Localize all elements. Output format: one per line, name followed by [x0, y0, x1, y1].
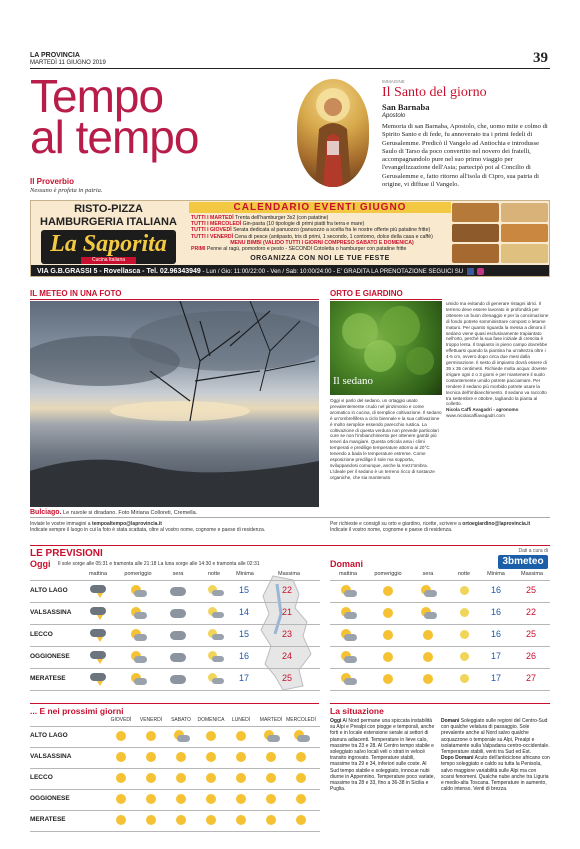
- col-mattina-d: mattina: [338, 571, 358, 577]
- row-divider: [30, 624, 320, 625]
- partly-cloudy-icon: [129, 607, 147, 619]
- col-pomeriggio: pomeriggio: [124, 571, 152, 577]
- col-pomeriggio-d: pomeriggio: [374, 571, 402, 577]
- sun-icon: [112, 793, 130, 805]
- col-minima-d: Minima: [487, 571, 505, 577]
- orto-text-col1: Oggi vi parlo del sedano, un ortaggio usato prevalentemente crudo nel pinzimonio e come aromatico in cucina, di semplice coltivazione. Il sedano è un'ombrellifera a ciclo biennale e la sua coltivazione è molto semplice essendo parecchio rustica. La coltivazione di questa verdura non prevede particolari cure se non l'imbianchimento per ottenere gambi più teneri da mangiare. Questa orticola ama i climi temperati e predilige temperature attorno ai 20°C tenendo a bada le temperature estreme. Come esposizione predilige il sole ma sopporta, sviluppandosi comunque, anche la mezz'ombra. L'ideale per il sedano è un terreno ricco di sostanze organiche, che sia mantenuto: [330, 398, 442, 480]
- sun-icon: [379, 651, 397, 663]
- ad-line1: RISTO-PIZZA: [74, 203, 143, 215]
- city-name: LECCO: [30, 631, 53, 638]
- invite-orto: Per richieste e consigli su orto e giardino, ricette, scrivere a ortoegiardino@laprovincia.it Indicate il vostro nome, cognome e paese di residenza.: [330, 521, 531, 534]
- sun-icon: [142, 730, 160, 742]
- section-title: Tempo al tempo: [30, 70, 199, 163]
- col-minima: Minima: [236, 571, 254, 577]
- photo-email-link[interactable]: tempoaltempo@laprovincia.it: [91, 521, 162, 527]
- temp-min: 15: [238, 629, 249, 639]
- ad-calendar: [189, 202, 451, 264]
- moon-cloud-icon: [206, 651, 224, 663]
- sun-icon: [262, 751, 280, 763]
- sun-icon: [232, 814, 250, 826]
- moon-cloud-icon: [206, 629, 224, 641]
- temp-max: 22: [281, 585, 292, 595]
- city-name: VALSASSINA: [30, 753, 72, 760]
- temp-max: 24: [281, 651, 292, 661]
- row-divider: [330, 690, 550, 691]
- temp-min: 14: [238, 607, 249, 617]
- sun-icon: [202, 793, 220, 805]
- domani-label: Domani: [330, 559, 364, 569]
- moon-icon: [456, 585, 474, 597]
- day-header: MARTEDÌ: [259, 717, 283, 723]
- orto-signature: Nicola Caffi Avagadri - agronomo: [446, 407, 519, 413]
- sun-icon: [232, 793, 250, 805]
- cloud-icon: [169, 673, 187, 685]
- orto-website[interactable]: www.nicolacaffiavagadri.com: [446, 413, 505, 419]
- city-name: LECCO: [30, 774, 53, 781]
- page-number: 39: [533, 50, 548, 66]
- row-divider: [30, 690, 320, 691]
- sun-icon: [112, 751, 130, 763]
- prossimi-rule: [30, 703, 319, 704]
- row-divider: [330, 668, 550, 669]
- sun-icon: [172, 751, 190, 763]
- sun-moon-times: Il sole sorge alle 05:31 e tramonta alle 21:18 La luna sorge alle 14:30 e tramonta alle 02:31: [58, 561, 260, 567]
- sun-icon: [202, 751, 220, 763]
- masthead: [30, 52, 106, 67]
- ad-feste: ORGANIZZA CON NOI LE TUE FESTE: [250, 255, 390, 262]
- data-credit: Dati a cura di: [518, 548, 548, 554]
- ad-footer: VIA G.B.GRASSI 5 - Rovellasca - Tel. 02.96343949 - Lun / Gio: 11:00/22:00 - Ven / Sab: 10:00/24:00 - E' GRADITA LA PRENOTAZIONE SEGUICI SU: [31, 265, 550, 277]
- sun-icon: [112, 772, 130, 784]
- sun-icon: [232, 772, 250, 784]
- temp-max: 22: [525, 607, 536, 617]
- day-header: MERCOLEDÌ: [286, 717, 316, 723]
- storm-icon: [89, 629, 107, 641]
- storm-icon: [89, 673, 107, 685]
- sun-icon: [379, 629, 397, 641]
- row-divider: [30, 789, 320, 790]
- ad-cucina: Cucina Italiana: [81, 257, 136, 264]
- sun-icon: [202, 772, 220, 784]
- sun-icon: [292, 814, 310, 826]
- moon-cloud-icon: [206, 673, 224, 685]
- col-notte-d: notte: [457, 571, 471, 577]
- cloud-icon: [169, 629, 187, 641]
- sun-icon: [379, 673, 397, 685]
- row-divider: [330, 602, 550, 603]
- city-name: MERATESE: [30, 816, 66, 823]
- temp-min: 16: [490, 585, 501, 595]
- photo-caption: Bulciago. Le nuvole si diradano. Foto Miriana Colloreti, Cremella.: [30, 509, 198, 516]
- proverbio-text: Nessuno è profeta in patria.: [30, 187, 103, 194]
- partly-cloudy-icon: [172, 730, 190, 742]
- sun-icon: [202, 814, 220, 826]
- partly-cloudy-icon: [292, 730, 310, 742]
- moon-icon: [456, 607, 474, 619]
- sun-icon: [292, 793, 310, 805]
- partly-cloudy-icon: [419, 607, 437, 619]
- facebook-icon[interactable]: [467, 268, 474, 275]
- 3bmeteo-logo: 3bmeteo: [498, 555, 548, 569]
- city-name: ALTO LAGO: [30, 732, 68, 739]
- oggi-label: Oggi: [30, 559, 51, 569]
- saint-role: Apostolo: [382, 113, 406, 119]
- restaurant-ad[interactable]: [30, 200, 550, 277]
- sun-icon: [112, 814, 130, 826]
- row-divider: [30, 768, 320, 769]
- row-divider: [30, 747, 320, 748]
- sun-icon: [262, 772, 280, 784]
- temp-max: 25: [281, 673, 292, 683]
- temp-min: 16: [490, 607, 501, 617]
- previsioni-rule: [30, 545, 550, 546]
- sun-icon: [232, 751, 250, 763]
- issue-date: MARTEDÌ 11 GIUGNO 2019: [30, 60, 106, 66]
- instagram-icon[interactable]: [477, 268, 484, 275]
- ad-calendar-title: CALENDARIO EVENTI GIUGNO: [189, 202, 451, 213]
- col-massima: Massima: [277, 571, 300, 577]
- saint-image: [297, 79, 369, 187]
- temp-min: 17: [490, 651, 501, 661]
- moon-cloud-icon: [206, 607, 224, 619]
- prossimi-heading: ... E nei prossimi giorni: [30, 706, 124, 716]
- partly-cloudy-icon: [339, 673, 357, 685]
- temp-max: 26: [525, 651, 536, 661]
- partly-cloudy-icon: [419, 585, 437, 597]
- meteo-photo-heading: IL METEO IN UNA FOTO: [30, 289, 122, 298]
- celery-label: Il sedano: [333, 375, 374, 387]
- partly-cloudy-icon: [129, 585, 147, 597]
- sun-icon: [172, 772, 190, 784]
- city-name: ALTO LAGO: [30, 587, 68, 594]
- col-sera: sera: [172, 571, 184, 577]
- temp-max: 23: [281, 629, 292, 639]
- row-divider: [30, 726, 320, 727]
- cloud-icon: [169, 651, 187, 663]
- day-header: SABATO: [171, 717, 191, 723]
- col-notte: notte: [207, 571, 221, 577]
- meteo-rule: [30, 299, 319, 300]
- sun-icon: [419, 629, 437, 641]
- orto-heading: ORTO E GIARDINO: [330, 289, 403, 298]
- saint-name: San Barnaba: [382, 102, 430, 112]
- row-divider: [30, 580, 320, 581]
- temp-min: 16: [238, 651, 249, 661]
- paper-name: LA PROVINCIA: [30, 52, 80, 59]
- partly-cloudy-icon: [339, 651, 357, 663]
- sun-icon: [262, 814, 280, 826]
- situazione-rule: [330, 703, 550, 704]
- sun-icon: [142, 814, 160, 826]
- ad-line2: HAMBURGERIA ITALIANA: [40, 216, 177, 228]
- situazione-heading: La situazione: [330, 706, 384, 716]
- temp-min: 17: [238, 673, 249, 683]
- temp-max: 27: [525, 673, 536, 683]
- storm-icon: [89, 585, 107, 597]
- partly-cloudy-icon: [339, 585, 357, 597]
- sun-icon: [142, 751, 160, 763]
- temp-min: 16: [490, 629, 501, 639]
- temp-max: 25: [525, 629, 536, 639]
- moon-icon: [456, 651, 474, 663]
- day-header: DOMENICA: [197, 717, 225, 723]
- saint-title: Il Santo del giorno: [382, 85, 487, 100]
- city-name: VALSASSINA: [30, 609, 72, 616]
- partly-cloudy-icon: [339, 629, 357, 641]
- row-divider: [30, 646, 320, 647]
- sun-icon: [379, 607, 397, 619]
- sun-icon: [202, 730, 220, 742]
- meteo-photo: [30, 301, 319, 507]
- row-divider: [330, 580, 550, 581]
- temp-min: 17: [490, 673, 501, 683]
- day-header: LUNEDÌ: [231, 717, 251, 723]
- sun-icon: [172, 793, 190, 805]
- row-divider: [330, 646, 550, 647]
- col-massima-d: Massima: [520, 571, 543, 577]
- saint-text: Memoria di san Barnaba, Apostolo, che, uomo mite e colmo di Spirito Santo e di fede, fu annoverato tra i primi fedeli di Gerusalemme. Predicò il Vangelo ad Antiochia e introdusse Saulo di Tarso da poco convertito nel novero dei fratelli, accompagnandolo pure nel suo primo viaggio per l'evangelizzazione dell'Asia; partecipò poi al Concilio di Gerusalemme e, fatto ritorno all'isola di Cipro, sua patria di origine, vi diffuse il Vangelo.: [382, 123, 548, 189]
- ad-logo: La Saporita: [50, 231, 167, 257]
- partly-cloudy-icon: [339, 607, 357, 619]
- temp-min: 15: [238, 585, 249, 595]
- ad-events: TUTTI I MARTEDÌ Trenta dell'hamburger 3x2 (con patatine) TUTTI I MERCOLEDÌ Gin-pasta (10 tipologie di primi piatti fra terra e mare) TUTTI I GIOVEDÌ Serata dedicata al panuozzo (panuozzo a scelta fra le nostre offerte più patatine fritte) TUTTI I VENERDÌ Cena di pesce (antipasto, tris di primi, 1 secondo, 1 contorno, dolce della casa e caffè) MENU BIMBI (VALIDO TUTTI I GIORNI COMPRESO SABATO E DOMENICA) PRIMI Penne al ragù, pomodoro e pesto - SECONDI Cotoletta o hamburger con patatine fritte: [191, 215, 433, 253]
- moon-icon: [456, 629, 474, 641]
- sun-icon: [172, 814, 190, 826]
- col-mattina: mattina: [88, 571, 108, 577]
- row-divider: [330, 624, 550, 625]
- cloud-icon: [169, 607, 187, 619]
- top-rule: [30, 68, 550, 69]
- sun-icon: [142, 772, 160, 784]
- sun-icon: [419, 651, 437, 663]
- cloud-icon: [169, 585, 187, 597]
- temp-max: 21: [281, 607, 292, 617]
- city-name: MERATESE: [30, 675, 66, 682]
- city-name: OGGIONESE: [30, 795, 70, 802]
- saint-kicker: IMMAGINE: [382, 79, 405, 84]
- situazione-oggi: Oggi Al Nord permane una spiccata instabilità su Alpi e Prealpi con piogge e temporali, anche forti e in locale estensione serale ai settori di pianura adiacenti. Temperature in lieve calo, massime tra 23 e 28. Al Centro tempo stabile e soleggiato salvo locali veli o strati in velocé transito ingrovato. Temperature stabili, massime tra 29 e 34, inferiori sulle coste. Al Sud tempo stabile e soleggiato, innocue nubi diurne in Appennino. Temperature poco variate, massime tra 28 e 33, fino a 36-38 in Sicilia e Puglia.: [330, 718, 435, 793]
- col-sera-d: sera: [422, 571, 434, 577]
- row-divider: [30, 810, 320, 811]
- orto-email-link[interactable]: ortoegiardino@laprovincia.it: [462, 521, 531, 527]
- city-name: OGGIONESE: [30, 653, 70, 660]
- day-header: VENERDÌ: [139, 717, 163, 723]
- row-divider: [30, 831, 320, 832]
- sun-icon: [112, 730, 130, 742]
- partly-cloudy-icon: [129, 651, 147, 663]
- proverbio-label: Il Proverbio: [30, 177, 75, 186]
- ad-food-photos: [452, 203, 548, 263]
- moon-cloud-icon: [206, 585, 224, 597]
- storm-icon: [89, 607, 107, 619]
- sun-icon: [419, 673, 437, 685]
- storm-icon: [89, 651, 107, 663]
- row-divider: [30, 668, 320, 669]
- sun-icon: [379, 585, 397, 597]
- sun-icon: [292, 751, 310, 763]
- orto-text-col2: umido ma evitando di generare ristagni idrici. Il terreno deve essere lavorato in profondità per ottenere un buon drenaggio e per la concimazione di fondo potrete somministrare compost o letame maturo. Per quanto riguarda la messa a dimora il sedano viene quasi esclusivamente trapiantato nell'orto, perché la sua fase iniziale di crescita è troppo lenta. Il trapianto in pieno campo dovrebbe effettuarsi quando la piantina ha un'altezza oltre i 4-5 cm, ovvero dopo circa due mesi dalla germinazione. Il sesto di impianto dovrà essere di 35 x 35 centimetri. Richiede molta acqua: dovrete irrigare ogni 2 o 3 giorni e per mantenere il suolo costantemente umido potrete pacciamare. Per rendere il sedano più morbido potrete usare la tecnica dell'imbianchimento. Il sedano va raccolto tra settembre e ottobre, tagliando la pianta al colletto. Nicola Caffi Avagadri - agronomo www.nicolacaffiavagadri.com: [446, 301, 549, 419]
- divider: [30, 517, 550, 518]
- invite-photos: Inviate le vostre immagini a tempoaltempo@laprovincia.it Indicate sempre il luogo in cui la foto è stata scattata, oltre al vostro nome, cognome e paese di residenza.: [30, 521, 266, 534]
- situazione-domani: Domani Soleggiato sulle regioni del Centro-Sud con qualche velatura di passaggio. Sole prevalente anche al Nord salvo qualche acquazzone o temporale su Alpi, Prealpi e isolatamente sulla Valpadana centro-occidentale. Temperature stabili, venti tra Sud ed Est. Dopo Domani Acuto dell'anticiclone africano con tempo soleggiato e caldo su tutta la Penisola, salvo maggiore variabilità sulle Alpi ma con scarsi fenomeni. Qualche nube anche tra Liguria e medio-alta Toscana. Temperature in aumento, caldo intenso. Venti di brezza.: [441, 718, 550, 793]
- row-divider: [30, 602, 320, 603]
- sun-icon: [232, 730, 250, 742]
- temp-max: 25: [525, 585, 536, 595]
- previsioni-heading: LE PREVISIONI: [30, 548, 103, 559]
- sun-icon: [142, 793, 160, 805]
- partly-cloudy-icon: [129, 629, 147, 641]
- moon-icon: [456, 673, 474, 685]
- day-header: GIOVEDÌ: [110, 717, 132, 723]
- partly-cloudy-icon: [262, 730, 280, 742]
- sun-icon: [262, 793, 280, 805]
- partly-cloudy-icon: [129, 673, 147, 685]
- orto-rule: [330, 299, 442, 300]
- sun-icon: [292, 772, 310, 784]
